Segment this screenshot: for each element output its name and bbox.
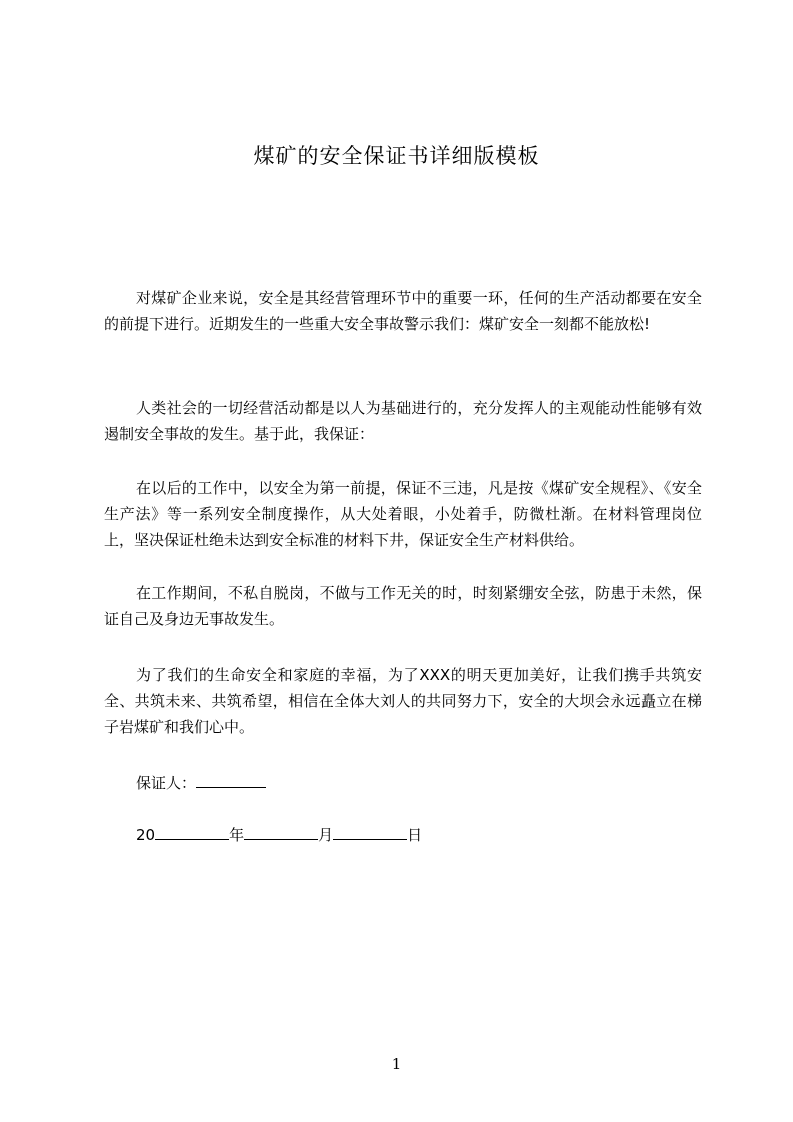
date-prefix: 20 — [136, 826, 156, 844]
paragraph-commitment-duty: 在工作期间，不私自脱岗，不做与工作无关的时，时刻紧绷安全弦，防患于未然，保证自己及身边无事故发生。 — [104, 584, 702, 628]
year-blank[interactable] — [155, 823, 229, 840]
paragraph-intro: 对煤矿企业来说，安全是其经营管理环节中的重要一环，任何的生产活动都要在安全的前提下进行。近期发生的一些重大安全事故警示我们：煤矿安全一刻都不能放松! — [104, 289, 702, 333]
paragraph-commitment-rules: 在以后的工作中，以安全为第一前提，保证不三违，凡是按《煤矿安全规程》、《安全生产法》等一系列安全制度操作，从大处着眼，小处着手，防微杜渐。在材料管理岗位上，坚决保证杜绝未达到安全标准的材料下井，保证安全生产材料供给。 — [104, 479, 702, 549]
signature-blank[interactable] — [196, 771, 266, 788]
signature-label: 保证人： — [136, 774, 197, 792]
month-label: 月 — [318, 826, 334, 844]
day-label: 日 — [407, 826, 423, 844]
month-blank[interactable] — [244, 823, 318, 840]
document-title: 煤矿的安全保证书详细版模板 — [253, 144, 540, 168]
year-label: 年 — [229, 826, 245, 844]
signature-line — [136, 770, 266, 796]
page-number: 1 — [391, 1055, 402, 1073]
date-line — [136, 822, 422, 848]
paragraph-basis: 人类社会的一切经营活动都是以人为基础进行的，充分发挥人的主观能动性能够有效遏制安全事故的发生。基于此，我保证： — [104, 399, 702, 443]
day-blank[interactable] — [333, 823, 407, 840]
paragraph-closing: 为了我们的生命安全和家庭的幸福，为了XXX的明天更加美好，让我们携手共筑安全、共筑未来、共筑希望，相信在全体大刘人的共同努力下，安全的大坝会永远矗立在梯子岩煤矿和我们心中。 — [104, 666, 702, 736]
